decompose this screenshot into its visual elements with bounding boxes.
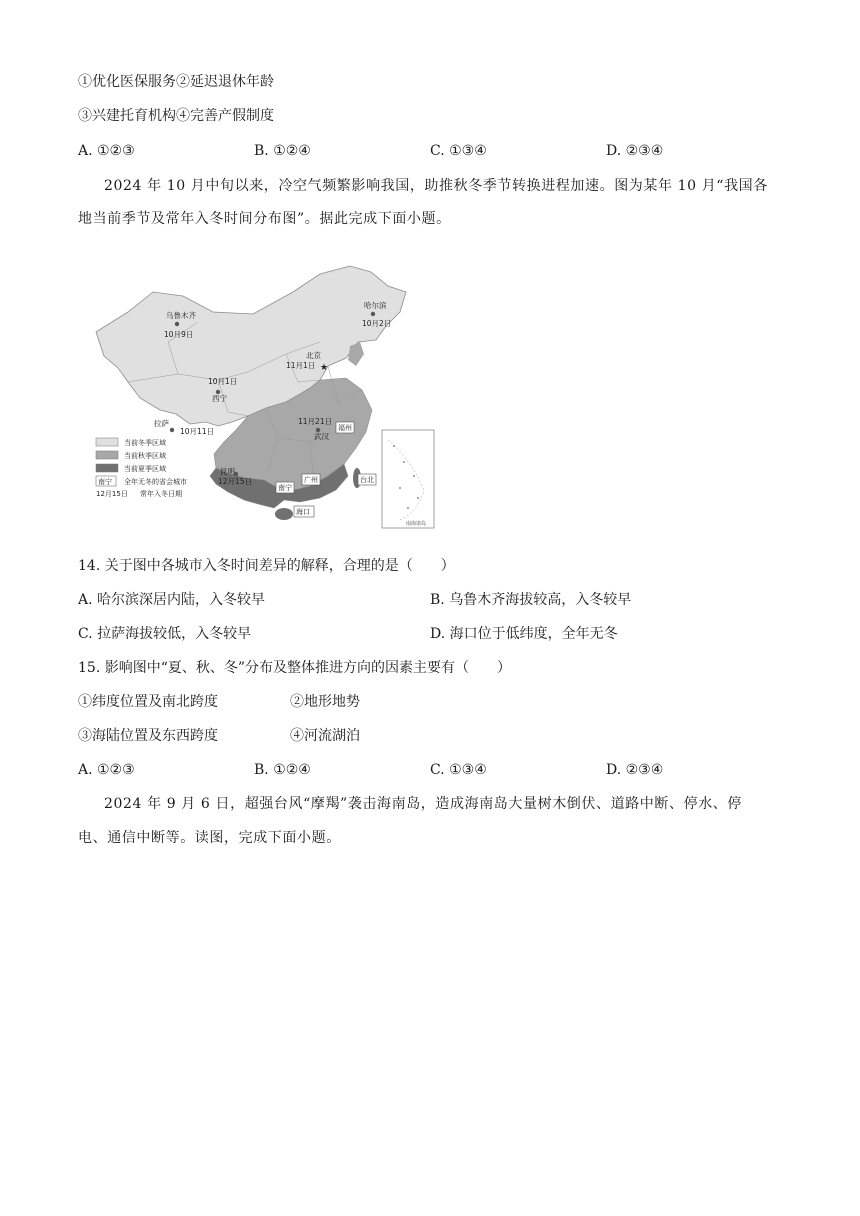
passage2-line-2: 电、通信中断等。读图，完成下面小题。 (78, 830, 341, 846)
q15-choice-a: A. ①②③ (78, 762, 135, 778)
city-wuhan-date: 11月21日 (298, 417, 333, 426)
q13-option-line-2: ③兴建托育机构④完善产假制度 (78, 108, 274, 124)
city-urumqi-name: 乌鲁木齐 (166, 311, 196, 320)
q13-choice-c: C. ①③④ (430, 143, 487, 159)
city-taipei-name: 台北 (360, 476, 374, 484)
q15-stem: 15. 影响图中“夏、秋、冬”分布及整体推进方向的因素主要有（ ） (78, 660, 512, 676)
map-legend (96, 438, 187, 498)
legend-date-sample: 12月15日 (96, 490, 128, 498)
q13-choice-b: B. ①②④ (254, 143, 311, 159)
city-nanning-name: 南宁 (278, 484, 292, 492)
legend-symbol-label: 南宁 (98, 478, 112, 486)
city-xining-date: 10月1日 (208, 377, 238, 386)
legend-winter: 当前冬季区域 (124, 439, 166, 447)
city-kunming-name: 昆明 (220, 467, 235, 476)
q15-choice-b: B. ①②④ (254, 762, 311, 778)
q14-choice-a: A. 哈尔滨深居内陆，入冬较早 (78, 592, 266, 608)
city-urumqi-date: 10月9日 (164, 330, 194, 339)
city-harbin-date: 10月2日 (362, 319, 392, 328)
q13-choice-d: D. ②③④ (606, 143, 664, 159)
city-lhasa-date: 10月11日 (180, 427, 215, 436)
q15-item-2: ②地形地势 (290, 694, 360, 710)
season-map-figure (88, 262, 440, 532)
q13-choice-a: A. ①②③ (78, 143, 135, 159)
q15-item-1: ①纬度位置及南北跨度 (78, 694, 218, 710)
q14-choice-d: D. 海口位于低纬度，全年无冬 (430, 626, 618, 642)
city-kunming-date: 12月15日 (218, 477, 253, 486)
q13-option-line-1: ①优化医保服务②延迟退休年龄 (78, 74, 274, 90)
city-fuzhou-name: 福州 (338, 424, 352, 432)
passage1-line-2: 地当前季节及常年入冬时间分布图”。据此完成下面小题。 (78, 211, 451, 227)
legend-autumn: 当前秋季区域 (124, 452, 166, 460)
q14-choice-b: B. 乌鲁木齐海拔较高，入冬较早 (430, 592, 632, 608)
city-beijing-date: 11月1日 (286, 361, 316, 370)
legend-no-winter: 全年无冬的省会城市 (124, 478, 187, 486)
inset-label: 南海诸岛 (406, 521, 427, 527)
hainan-island (275, 508, 293, 520)
q14-choice-c: C. 拉萨海拔较低，入冬较早 (78, 626, 252, 642)
q14-stem: 14. 关于图中各城市入冬时间差异的解释，合理的是（ ） (78, 558, 455, 574)
beijing-star-icon: ★ (320, 363, 329, 373)
city-harbin-name: 哈尔滨 (364, 301, 387, 310)
q15-choice-c: C. ①③④ (430, 762, 487, 778)
passage2-line-1: 2024 年 9 月 6 日，超强台风“摩羯”袭击海南岛，造成海南岛大量树木倒伏、道路中断、停水、停 (104, 796, 743, 812)
city-guangzhou-name: 广州 (304, 476, 318, 484)
south-sea-inset (382, 430, 434, 528)
legend-summer: 当前夏季区域 (124, 465, 166, 473)
city-xining-name: 西宁 (212, 394, 227, 403)
city-haikou-name: 海口 (296, 508, 310, 516)
city-lhasa-name: 拉萨 (154, 419, 169, 428)
q15-choice-d: D. ②③④ (606, 762, 664, 778)
passage1-line-1: 2024 年 10 月中旬以来，冷空气频繁影响我国，助推秋冬季节转换进程加速。图为某年 10 月“我国各 (104, 178, 768, 194)
city-beijing-name: 北京 (306, 351, 321, 360)
q15-item-3: ③海陆位置及东西跨度 (78, 728, 218, 744)
q15-item-4: ④河流湖泊 (290, 728, 360, 744)
legend-date: 常年入冬日期 (140, 490, 182, 498)
city-wuhan-name: 武汉 (314, 432, 329, 441)
